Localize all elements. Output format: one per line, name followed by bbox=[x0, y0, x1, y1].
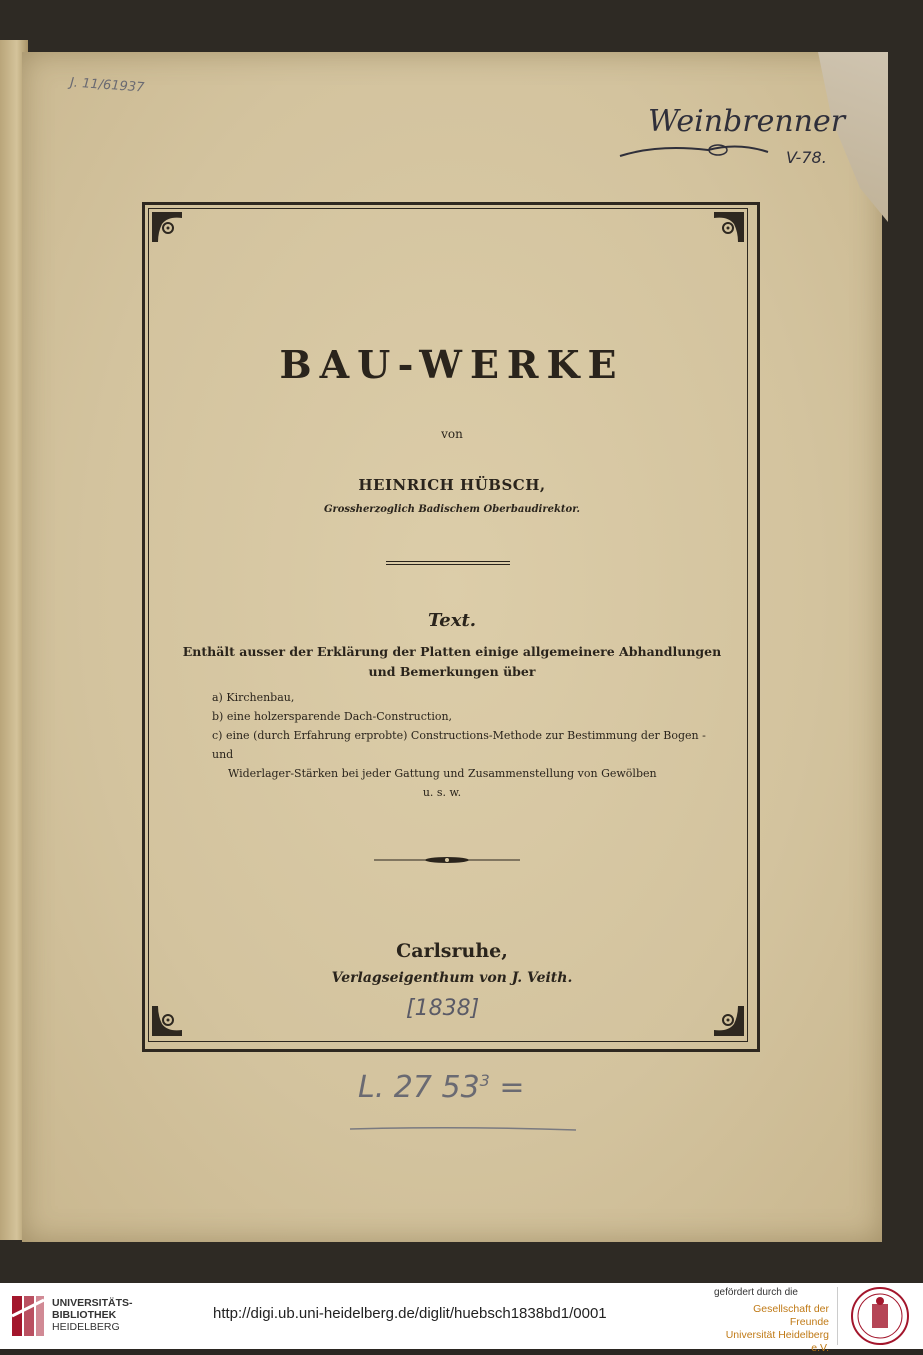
by-label: von bbox=[441, 427, 463, 441]
sponsor-name[interactable] bbox=[716, 1303, 829, 1355]
ornament-bottom-left-icon bbox=[150, 1004, 184, 1038]
university-seal-icon[interactable] bbox=[850, 1286, 910, 1346]
sponsor-line: Gesellschaft der Freunde bbox=[753, 1303, 829, 1328]
year-note: [1838] bbox=[406, 996, 480, 1021]
footer-bar bbox=[0, 1283, 923, 1354]
ornament-bottom-right-icon bbox=[712, 1004, 746, 1038]
signature-note: V-78. bbox=[786, 148, 827, 167]
shelfmark-underline-icon bbox=[348, 1124, 578, 1134]
list-item: c) eine (durch Erfahrung erprobte) Constructions-Methode zur Bestimmung der Bogen - und bbox=[212, 729, 706, 761]
top-left-note: J. 11/61937 bbox=[69, 75, 145, 96]
topic-list bbox=[212, 688, 712, 802]
library-line: HEIDELBERG bbox=[52, 1321, 120, 1333]
description bbox=[22, 642, 882, 682]
shelfmark-text: L. 27 53 bbox=[358, 1070, 480, 1105]
library-line: BIBLIOTHEK bbox=[52, 1309, 117, 1321]
list-item: Widerlager-Stärken bei jeder Gattung und Zusammenstellung von Gewölben bbox=[228, 767, 657, 780]
permalink-url[interactable]: http://digi.ub.uni-heidelberg.de/diglit/huebsch1838bd1/0001 bbox=[213, 1305, 607, 1322]
ornamental-divider-icon bbox=[372, 854, 522, 866]
divider-double-rule-2 bbox=[386, 564, 510, 565]
list-item: b) eine holzersparende Dach-Construction, bbox=[212, 710, 453, 723]
divider-double-rule bbox=[386, 561, 510, 562]
signature-flourish-icon bbox=[618, 140, 788, 162]
library-line: UNIVERSITÄTS- bbox=[52, 1297, 133, 1309]
sponsor-line: Universität Heidelberg e.V. bbox=[725, 1329, 829, 1354]
shelfmark: L. 27 $53^3$ = bbox=[358, 1070, 525, 1105]
signature: Weinbrenner bbox=[648, 104, 846, 139]
list-item: a) Kirchenbau, bbox=[212, 691, 295, 704]
ornament-top-left-icon bbox=[150, 210, 184, 244]
author-title: Grossherzoglich Badischem Oberbaudirektor. bbox=[323, 504, 581, 515]
section-heading: Text. bbox=[427, 610, 477, 631]
list-item: u. s. w. bbox=[422, 786, 462, 799]
publisher: Verlagseigenthum von J. Veith. bbox=[331, 970, 573, 986]
author-name: HEINRICH HÜBSCH, bbox=[358, 476, 546, 494]
title-page bbox=[22, 52, 882, 1242]
footer-separator bbox=[837, 1287, 838, 1345]
publication-place: Carlsruhe, bbox=[396, 940, 508, 962]
book-title: BAU-WERKE bbox=[279, 342, 625, 387]
university-library-logo-icon[interactable] bbox=[10, 1292, 46, 1340]
shelfmark-sup: 3 bbox=[479, 1071, 490, 1090]
description-line: Enthält ausser der Erklärung der Platten einige allgemeinere Abhandlungen bbox=[182, 644, 722, 659]
description-line: und Bemerkungen über bbox=[368, 664, 536, 679]
library-name[interactable] bbox=[52, 1297, 133, 1333]
ornament-top-right-icon bbox=[712, 210, 746, 244]
sponsor-label: gefördert durch die bbox=[714, 1287, 798, 1298]
